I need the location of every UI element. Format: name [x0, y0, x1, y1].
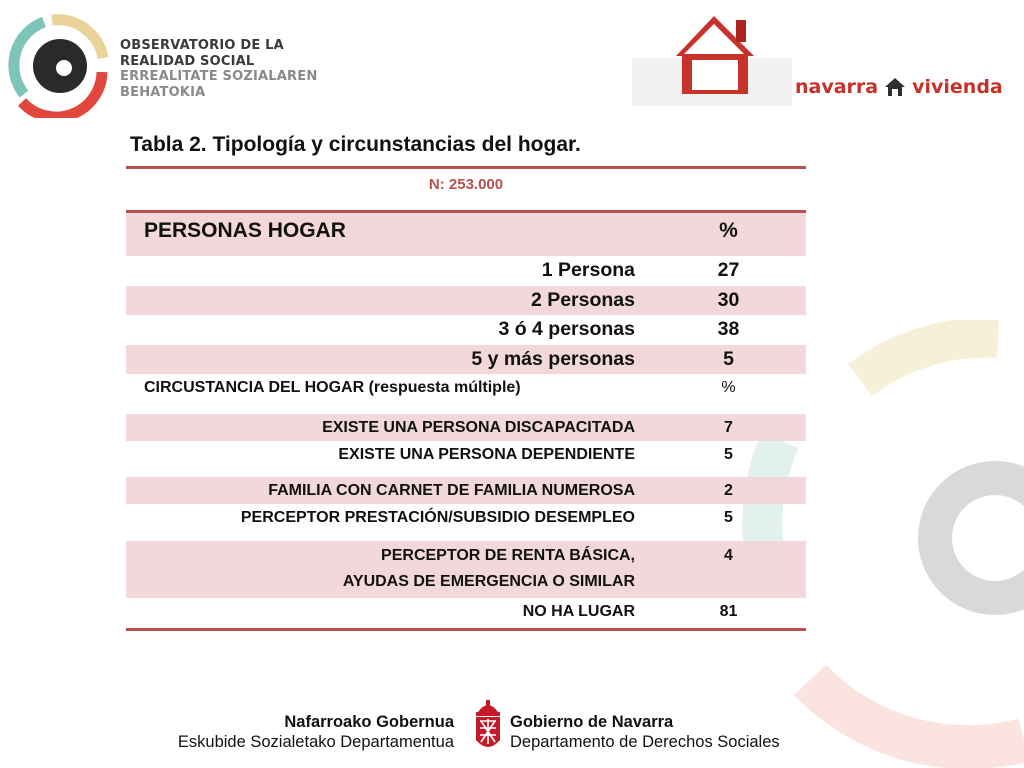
section-label: PERSONAS HOGAR [144, 219, 346, 242]
footer-es-dept: Departamento de Derechos Sociales [510, 733, 780, 751]
table-row [126, 504, 806, 531]
section-header-circumstances [126, 374, 806, 414]
footer-eu-title: Nafarroako Gobernua [284, 713, 454, 731]
observatory-logo [4, 12, 110, 118]
row-label: 5 y más personas [471, 347, 635, 370]
row-value: 5 [724, 509, 733, 526]
small-house-icon [884, 77, 906, 97]
row-label: PERCEPTOR PRESTACIÓN/SUBSIDIO DESEMPLEO [240, 509, 635, 526]
table-row [126, 315, 806, 345]
table-row [126, 541, 806, 598]
row-value: 27 [717, 259, 740, 281]
observatory-name [120, 38, 317, 100]
section-label: CIRCUSTANCIA DEL HOGAR (respuesta múltiple) [144, 379, 521, 396]
row-label: 3 ó 4 personas [498, 318, 635, 340]
footer-basque [178, 712, 454, 752]
obs-line-3: ERREALITATE SOZIALAREN [120, 69, 318, 84]
obs-line-2: REALIDAD SOCIAL [120, 53, 255, 69]
row-value: 4 [724, 547, 733, 564]
brand-left: navarra [795, 76, 879, 98]
table-row [126, 345, 806, 375]
table-row [126, 286, 806, 316]
section-unit: % [719, 219, 738, 242]
table-row [126, 414, 806, 441]
table-title: Tabla 2. Tipología y circunstancias del hogar. [130, 133, 581, 156]
table-row [126, 256, 806, 286]
row-label: EXISTE UNA PERSONA DISCAPACITADA [322, 419, 635, 436]
row-spacer [126, 468, 806, 477]
row-label-line-1: PERCEPTOR DE RENTA BÁSICA, [381, 547, 635, 564]
row-label: NO HA LUGAR [522, 603, 635, 620]
row-label: EXISTE UNA PERSONA DEPENDIENTE [338, 446, 635, 463]
obs-line-1: OBSERVATORIO DE LA [120, 38, 284, 53]
table-row [126, 441, 806, 468]
table-row [126, 477, 806, 504]
section-header-persons [126, 213, 806, 256]
row-value: 81 [719, 603, 738, 620]
brand-right: vivienda [912, 76, 1003, 98]
footer-eu-dept: Eskubide Sozialetako Departamentua [177, 733, 454, 751]
household-table [126, 166, 806, 631]
row-label: FAMILIA CON CARNET DE FAMILIA NUMEROSA [268, 482, 635, 499]
row-label-line-2: AYUDAS DE EMERGENCIA O SIMILAR [342, 573, 635, 590]
row-value: 5 [723, 347, 734, 370]
row-value: 38 [717, 318, 740, 340]
row-value: 30 [717, 288, 740, 311]
navarra-coat-of-arms-icon [469, 698, 507, 754]
footer-spanish [510, 712, 780, 752]
footer-es-title: Gobierno de Navarra [510, 713, 674, 731]
house-logo [632, 10, 792, 106]
obs-line-4: BEHATOKIA [120, 84, 206, 100]
bottom-rule [126, 628, 806, 631]
sample-size: N: 253.000 [428, 176, 504, 193]
row-value: 2 [724, 482, 733, 499]
navarra-vivienda-brand [795, 76, 1003, 98]
row-label: 2 Personas [530, 288, 635, 311]
row-value: 5 [724, 446, 733, 463]
section-unit: % [721, 379, 736, 396]
row-value: 7 [724, 419, 733, 436]
row-spacer [126, 531, 806, 541]
row-label: 1 Persona [541, 259, 635, 281]
government-footer [177, 698, 788, 756]
table-row [126, 598, 806, 628]
row-label [126, 541, 651, 598]
